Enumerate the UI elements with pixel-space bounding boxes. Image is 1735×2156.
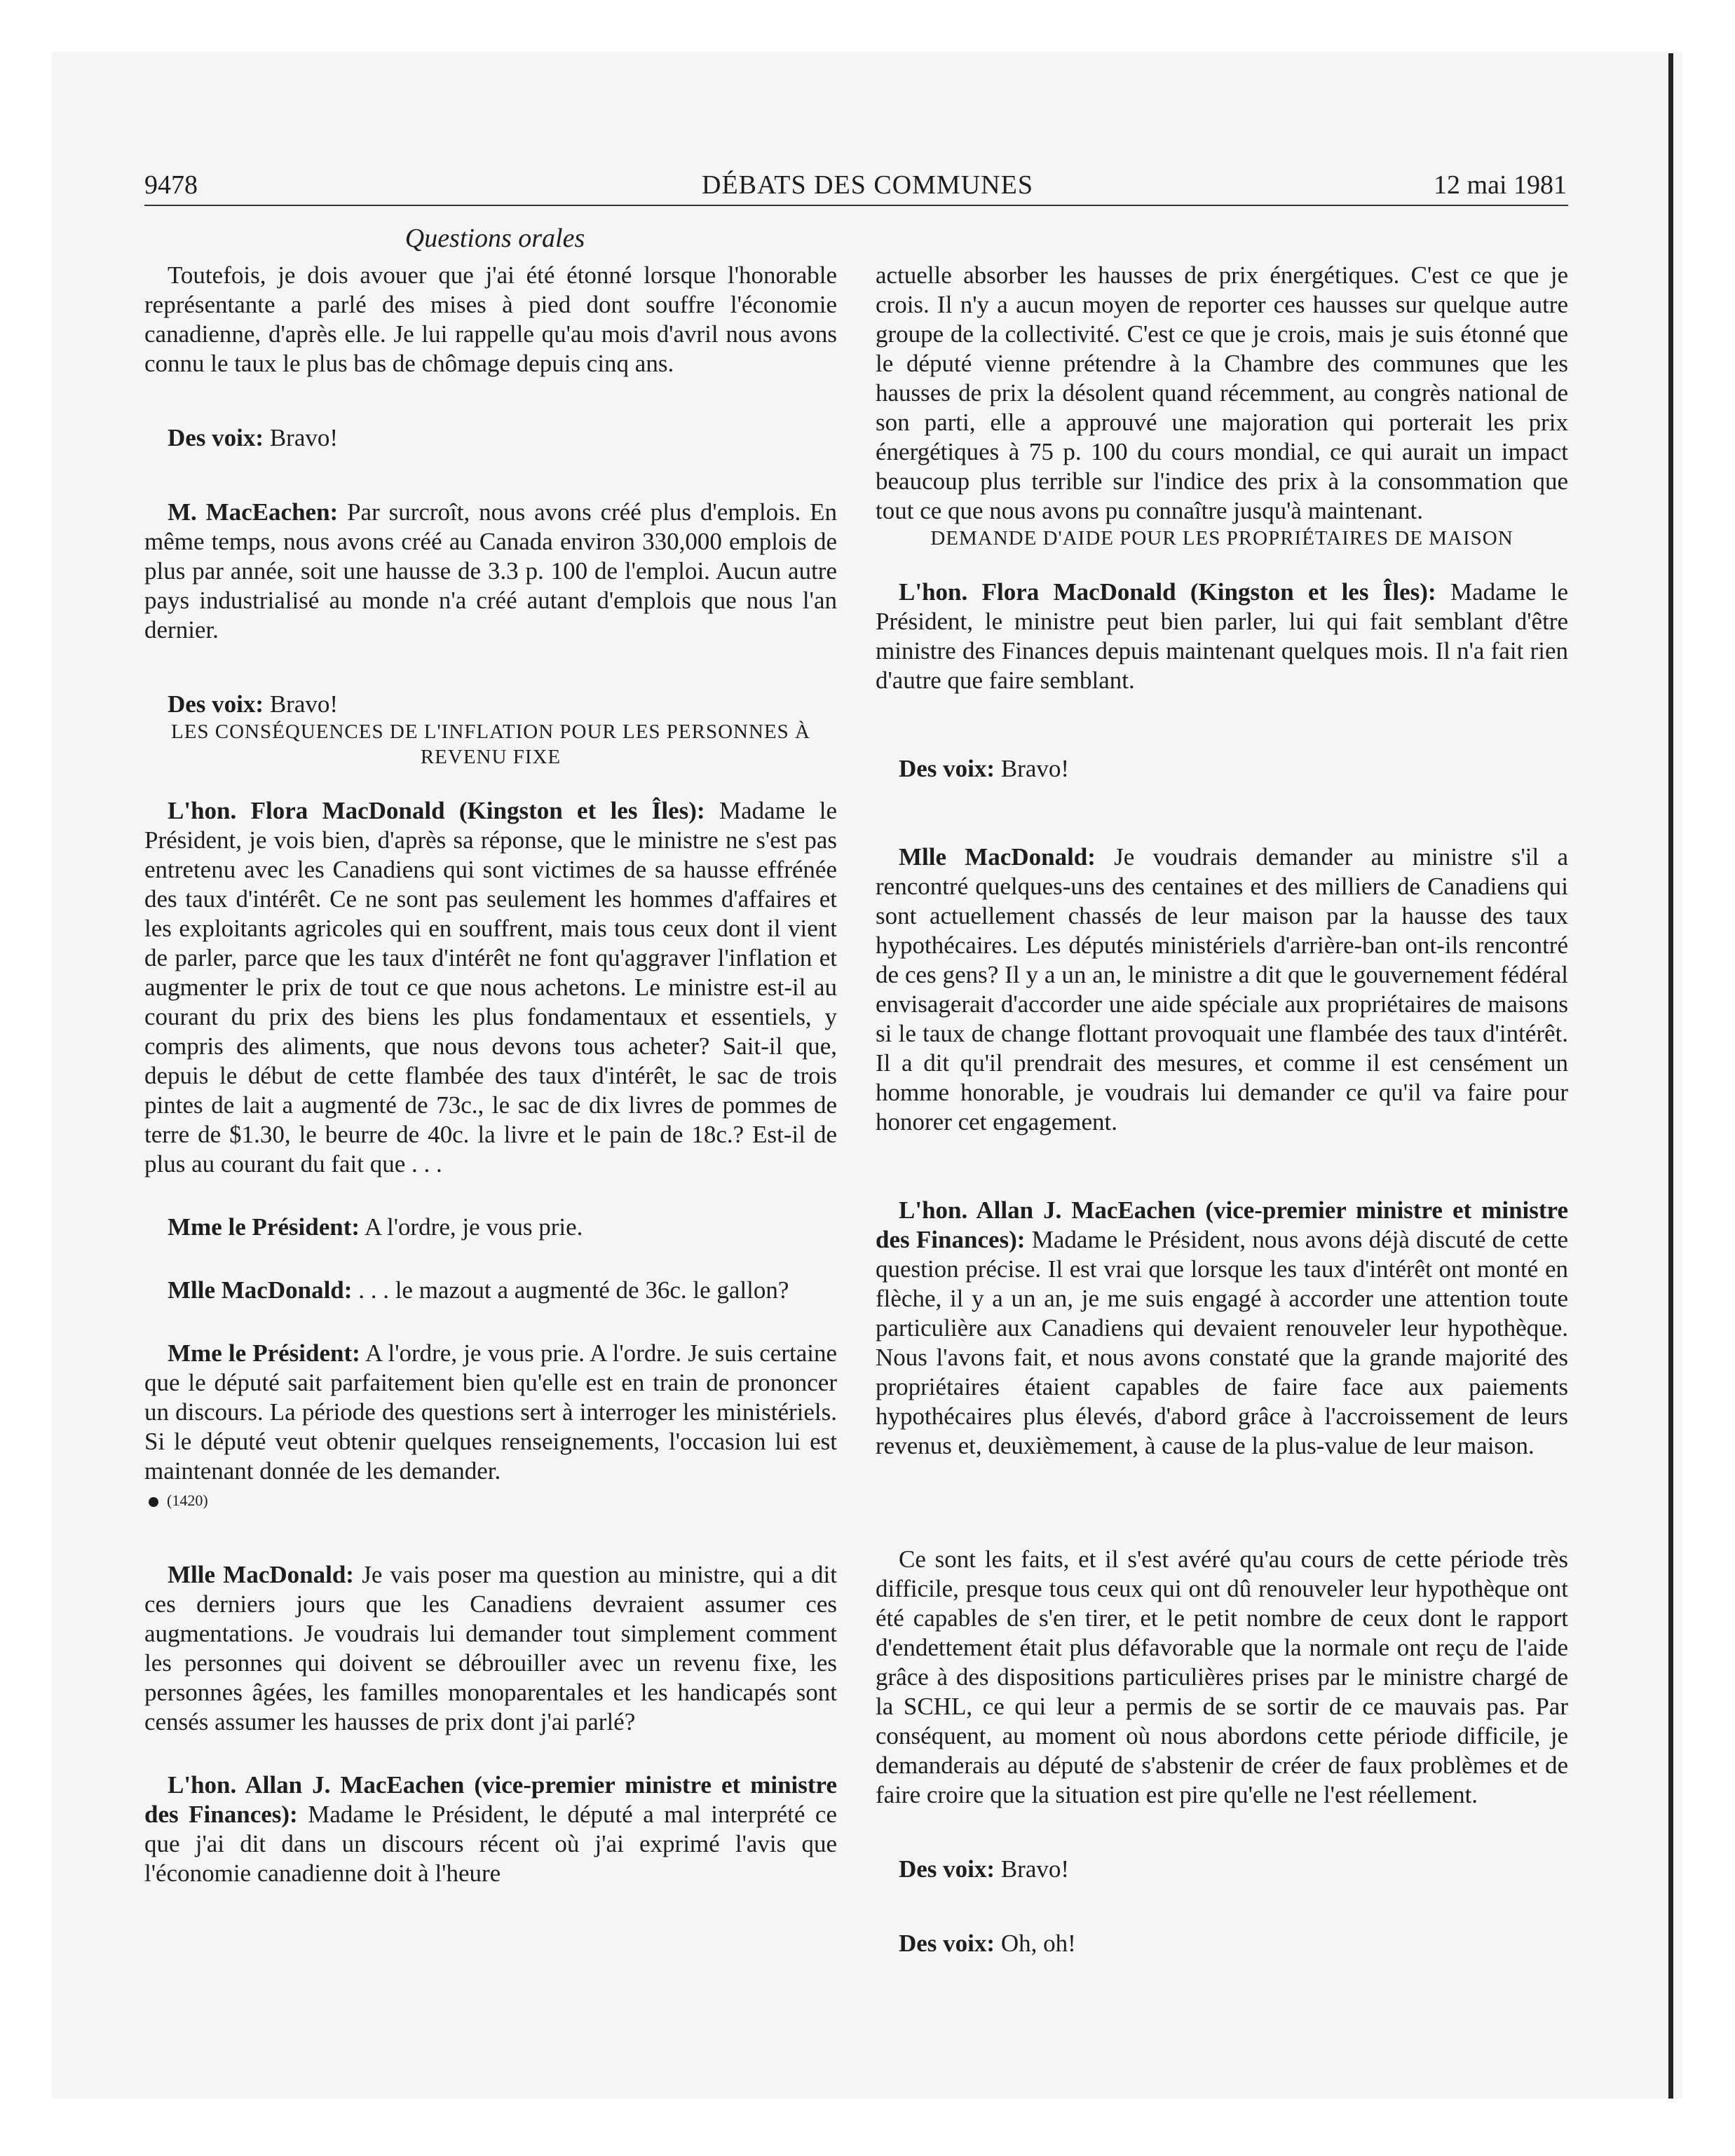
speech: Madame le Président, le député a mal interprété ce que j'ai dit dans un discours récent où j'ai exprimé l'avis que l'économie canadienne doit à l'heure [144, 1801, 838, 1887]
left-column [144, 261, 837, 1888]
subheading: LES CONSÉQUENCES DE L'INFLATION POUR LES PERSONNES À REVENU FIXE [171, 721, 810, 768]
paragraph [876, 1855, 1568, 1884]
section-heading: Questions orales [404, 224, 585, 253]
paragraph [144, 796, 837, 1179]
speech: Je vais poser ma question au ministre, qui a dit ces derniers jours que les Canadiens devraient assumer ces augmentations. Je voudrais lui demander tout simplement comment les personnes qui doivent se débrouiller avec un revenu fixe, les personnes âgées, les familles monoparentales et les handicapés sont censés assumer les hausses de prix dont j'ai parlé? [144, 1561, 837, 1735]
speaker: Des voix: [899, 1855, 995, 1883]
time-marker-text: (1420) [167, 1492, 208, 1509]
speech: Bravo! [269, 424, 339, 451]
speech: . . . le mazout a augmenté de 36c. le gallon? [358, 1276, 789, 1304]
speaker: Mlle MacDonald: [899, 843, 1096, 871]
paragraph [876, 1196, 1568, 1461]
page-edge-shadow [1668, 53, 1673, 2099]
page-number: 9478 [144, 170, 198, 200]
paragraph [876, 1929, 1568, 1958]
speech: Madame le Président, je vois bien, d'après sa réponse, que le ministre ne s'est pas entretenu avec les Canadiens qui sont victimes de sa hausse effrénée des taux d'intérêt. Ce ne sont pas seulement les hommes d'affaires et les exploitants agricoles qui en souffrent, mais tous ceux dont il vient de parler, parce que les taux d'intérêt ne font qu'aggraver l'inflation et augmenter le prix de tout ce que nous achetons. Le ministre est-il au courant du prix des biens les plus fondamentaux et essentiels, y compris des aliments, que nous devons tous acheter? Sait-il que, depuis le début de cette flambée des taux d'intérêt, le sac de trois pintes de lait a augmenté de 73c., le sac de dix livres de pommes de terre de $1.30, le beurre de 40c. la livre et le pain de 18c.? Est-il de plus au courant du fait que . . . [144, 797, 837, 1178]
paragraph [144, 423, 837, 453]
paragraph: Toutefois, je dois avouer que j'ai été étonné lorsque l'honorable représentante a parlé des mises à pied dont souffre l'économie canadienne, d'après elle. Je lui rappelle qu'au mois d'avril nous avons connu le taux le plus bas de chômage depuis cinq ans. [144, 261, 837, 377]
bullet-icon [149, 1497, 158, 1507]
header-date: 12 mai 1981 [1434, 170, 1567, 200]
speaker: Mme le Président: [168, 1339, 360, 1367]
speaker: Des voix: [168, 690, 264, 718]
right-column [876, 261, 1568, 1958]
speaker: Des voix: [899, 1930, 995, 1957]
speech: Je voudrais demander au ministre s'il a rencontré quelques-uns des centaines et des milliers de Canadiens qui sont actuellement chassés de leur maison par la hausse des taux hypothécaires. Les députés ministériels d'arrière-ban ont-ils rencontré de ces gens? Il y a un an, le ministre a dit que le gouvernement fédéral envisagerait d'accorder une aide spéciale aux propriétaires de maisons si le taux de change flottant provoquait une flambée des taux d'intérêt. Il a dit qu'il prendrait des mesures, et comme il est censément un homme honorable, je voudrais lui demander ce qu'il va faire pour honorer cet engagement. [876, 843, 1568, 1135]
speech: Par surcroît, nous avons créé plus d'emplois. En même temps, nous avons créé au Canada environ 330,000 emplois de plus par année, soit une hausse de 3.3 p. 100 de l'emploi. Aucun autre pays industrialisé au monde n'a créé autant d'emplois que nous l'an dernier. [144, 498, 838, 643]
speech: Bravo! [1000, 755, 1070, 782]
speech: A l'ordre, je vous prie. [364, 1213, 583, 1241]
paragraph [144, 1213, 837, 1242]
paragraph: Ce sont les faits, et il s'est avéré qu'au cours de cette période très difficile, presque tous ceux qui ont dû renouveler leur hypothèque ont été capables de s'en tirer, et le petit nombre de ceux dont le rapport d'endettement était plus défavorable que la normale ont reçu de l'aide grâce à des dispositions particulières prises par le ministre chargé de la SCHL, ce qui leur a permis de se sortir de ce mauvais pas. Par conséquent, au moment où nous abordons cette période difficile, je demanderais au député de s'abstenir de créer de faux problèmes et de faire croire que la situation est pire qu'elle ne l'est réellement. [876, 1546, 1568, 1808]
speaker: Mme le Président: [168, 1213, 360, 1241]
speech: Madame le Président, le ministre peut bien parler, lui qui fait semblant d'être ministre des Finances depuis maintenant quelques mois. Il n'a fait rien d'autre que faire semblant. [876, 578, 1568, 694]
speaker: L'hon. Allan J. MacEachen (vice-premier ministre et ministre des Finances): [876, 1196, 1568, 1253]
time-marker [144, 1486, 837, 1515]
speaker: L'hon. Flora MacDonald (Kingston et les Îles): [899, 578, 1436, 606]
paragraph: actuelle absorber les hausses de prix énergétiques. C'est ce que je crois. Il n'y a aucun moyen de reporter ces hausses sur quelque autre groupe de la collectivité. C'est ce que je crois, mais je suis étonné que le député vienne prétendre à la Chambre des communes que les hausses de prix la désolent quand récemment, au congrès national de son parti, elle a approuvé une majoration qui porterait les prix énergétiques à 75 p. 100 du cours mondial, ce qui aurait un impact beaucoup plus terrible sur l'indice des prix à la consommation que tout ce que nous avons pu connaître jusqu'à maintenant. [876, 261, 1568, 524]
subheading: DEMANDE D'AIDE POUR LES PROPRIÉTAIRES DE MAISON [930, 527, 1513, 550]
speech: Oh, oh! [1000, 1930, 1076, 1957]
speech: A l'ordre, je vous prie. A l'ordre. Je suis certaine que le député sait parfaitement bien qu'elle est en train de prononcer un discours. La période des questions sert à interroger les ministériels. Si le député veut obtenir quelques renseignements, l'occasion lui est maintenant donnée de les demander. [144, 1339, 837, 1485]
paragraph [144, 1770, 837, 1888]
speech: Madame le Président, nous avons déjà discuté de cette question précise. Il est vrai que lorsque les taux d'intérêt ont monté en flèche, il y a un an, je me suis engagé à accorder une attention toute particulière aux Canadiens qui devaient renouveler leur hypothèque. Nous l'avons fait, et nous avons constaté que la grande majorité des propriétaires étaient capables de faire face aux paiements hypothécaires plus élevés, d'abord grâce à l'accroissement de leurs revenus et, deuxièmement, à cause de la plus-value de leur maison. [876, 1226, 1569, 1459]
speech: Bravo! [1000, 1855, 1070, 1883]
running-title: DÉBATS DES COMMUNES [702, 170, 1033, 200]
paragraph [144, 1276, 837, 1305]
speech: Bravo! [269, 690, 339, 718]
paragraph [144, 498, 837, 645]
paragraph [876, 578, 1568, 695]
paragraph [144, 690, 837, 719]
paragraph [144, 1339, 837, 1486]
speaker: Mlle MacDonald: [168, 1561, 354, 1588]
paragraph [876, 754, 1568, 784]
speaker: Mlle MacDonald: [168, 1276, 353, 1304]
speaker: M. MacEachen: [168, 498, 339, 526]
paragraph [144, 1560, 837, 1737]
speaker: Des voix: [899, 755, 995, 782]
paragraph [876, 842, 1568, 1137]
speaker: Des voix: [168, 424, 264, 451]
speaker: L'hon. Allan J. MacEachen (vice-premier ministre et ministre des Finances): [144, 1771, 837, 1828]
header-rule [144, 205, 1568, 206]
speaker: L'hon. Flora MacDonald (Kingston et les Îles): [168, 797, 705, 824]
